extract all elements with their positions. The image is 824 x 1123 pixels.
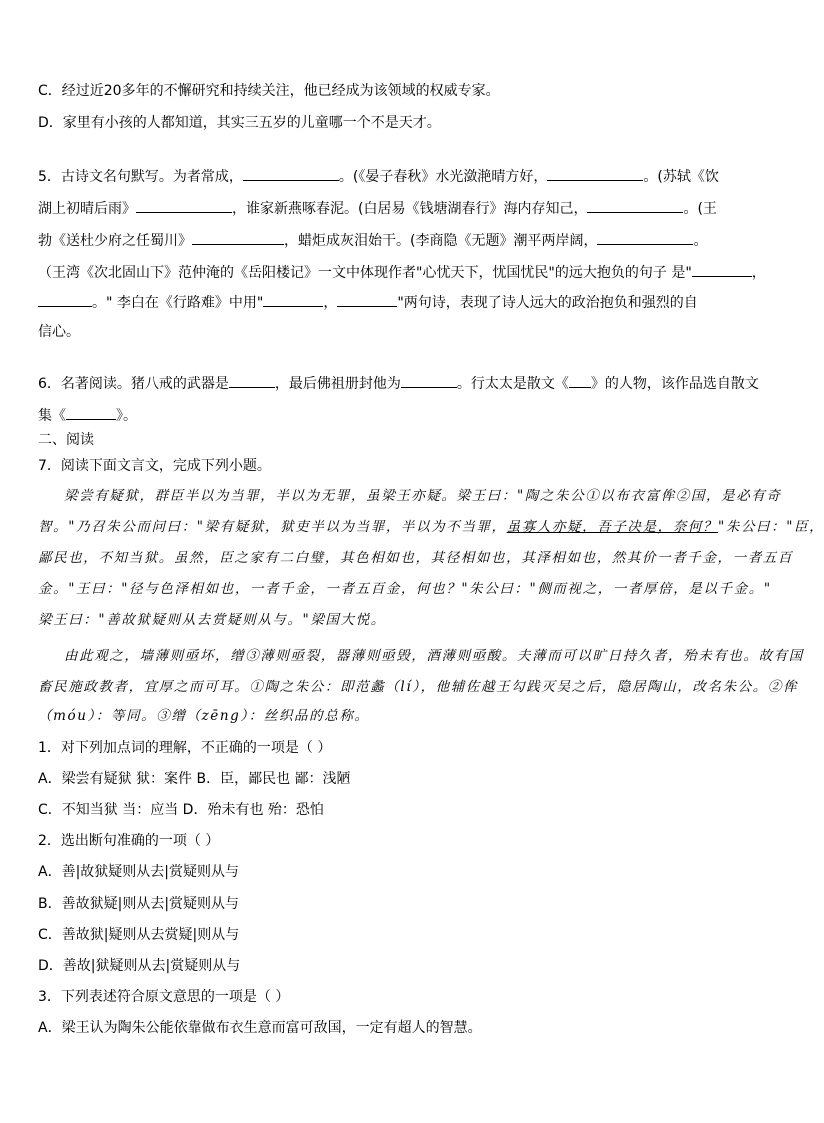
sub-question-2-option-c: C．善故狱|疑则从去赏疑|则从与 (38, 927, 240, 943)
question-5-line-1 (38, 166, 719, 187)
text: ，谁家新燕啄春泥。(白居易《钱塘湖春行》海内存知己， (232, 201, 588, 217)
option-c-line: C．经过近20多年的不懈研究和持续关注，他已经成为该领域的权威专家。 (38, 83, 500, 99)
sub-question-2-option-b: B．善故狱疑|则从去|赏疑则从与 (38, 896, 240, 912)
text: 。(《晏子春秋》水光潋滟晴方好， (338, 169, 548, 185)
fill-blank[interactable] (229, 373, 275, 388)
classical-text-line-1: 梁尝有疑狱，群臣半以为当罪，半以为无罪，虽梁王亦疑。梁王曰："陶之朱公①以布衣富侔②国，是必有奇 (64, 488, 782, 504)
question-5-line-6: 信心。 (38, 324, 80, 340)
sub-question-3: 3．下列表述符合原文意思的一项是（ ） (38, 989, 290, 1005)
option-d-line: D．家里有小孩的人都知道，其实三五岁的儿童哪一个不是天才。 (38, 115, 441, 131)
text: ，蜡炬成灰泪始干。(李商隐《无题》潮平两岸阔， (284, 233, 598, 249)
text: （王湾《次北固山下》范仲淹的《岳阳楼记》一文中体现作者"心忧天下，忧国忧民"的远大抱负的句子 是" (38, 265, 692, 281)
fill-blank[interactable] (263, 292, 323, 307)
text: 》的人物，该作品选自散文 (590, 376, 759, 392)
question-5-line-3 (38, 230, 707, 251)
fill-blank[interactable] (38, 292, 92, 307)
text: 6．名著阅读。猪八戒的武器是 (38, 376, 229, 392)
sub-question-2-option-a: A．善|故狱疑则从去|赏疑则从与 (38, 864, 240, 880)
text: 。" 李白在《行路难》中用" (92, 295, 264, 311)
sub-question-2: 2．选出断句准确的一项（ ） (38, 833, 220, 849)
fill-blank[interactable] (401, 373, 457, 388)
fill-blank[interactable] (136, 198, 232, 213)
sub-question-3-option-a: A．梁王认为陶朱公能依靠做布衣生意而富可敌国，一定有超人的智慧。 (38, 1020, 482, 1036)
fill-blank[interactable] (337, 292, 397, 307)
fill-blank[interactable] (66, 405, 116, 420)
text: 湖上初晴后雨》 (38, 201, 136, 217)
text: 5．古诗文名句默写。为者常成， (38, 169, 243, 185)
text: 。(苏轼《饮 (643, 169, 719, 185)
annotation-line: （móu）：等同。③缯（zēng）：丝织品的总称。 (38, 708, 370, 724)
text: ，最后佛祖册封他为 (274, 376, 401, 392)
text: 。(王 (683, 201, 717, 217)
sub-question-1-options-ab: A．梁尝有疑狱 狱：案件 B．臣，鄙民也 鄙：浅陋 (38, 771, 351, 787)
question-6-line-2 (38, 405, 137, 426)
question-5-line-2 (38, 198, 717, 219)
classical-text-line-6: 由此观之，墙薄则亟坏，缯③薄则亟裂，器薄则亟毁，酒薄则亟酸。夫薄而可以旷日持久者，殆未有也。故有国 (64, 648, 804, 664)
fill-blank[interactable] (243, 166, 339, 181)
question-5-line-4 (38, 262, 766, 283)
text: 集《 (38, 408, 66, 424)
classical-text-line-5: 梁王曰："善故狱疑则从去赏疑则从与。"梁国大悦。 (38, 612, 386, 628)
classical-text-line-2 (38, 517, 824, 537)
text: 。行太太是散文《 (456, 376, 569, 392)
text: 》。 (116, 408, 137, 424)
classical-text-line-7: 畜民施政教者，宜厚之而可耳。①陶之朱公：即范蠡（lí），他辅佐越王勾践灭吴之后，隐居陶山，改名朱公。②侔 (38, 679, 799, 695)
fill-blank[interactable] (569, 373, 591, 388)
sub-question-2-option-d: D．善故|狱疑则从去|赏疑则从与 (38, 958, 241, 974)
classical-text-line-3: 鄙民也，不知当狱。虽然，臣之家有二白璧，其色相如也，其径相如也，其泽相如也，然其价一者千金，一者五百 (38, 550, 793, 566)
sub-question-1-options-cd: C．不知当狱 当：应当 D．殆未有也 殆：恐怕 (38, 802, 324, 818)
question-6-line-1 (38, 373, 759, 394)
fill-blank[interactable] (692, 262, 752, 277)
text: "朱公曰："臣， (718, 519, 824, 535)
section-heading: 二、阅读 (38, 432, 94, 448)
text: ， (751, 265, 766, 281)
text: 。 (693, 233, 708, 249)
text: 勃《送杜少府之任蜀川》 (38, 233, 192, 249)
text: 智。"乃召朱公而问曰："梁有疑狱，狱吏半以为当罪，半以为不当罪， (38, 519, 507, 535)
classical-text-line-4: 金。"王曰："径与色泽相如也，一者千金，一者五百金，何也？"朱公曰："侧而视之，一者厚倍，是以千金。" (38, 581, 772, 597)
text: "两句诗，表现了诗人远大的政治抱负和强烈的自 (397, 295, 698, 311)
sub-question-1: 1．对下列加点词的理解，不正确的一项是（ ） (38, 740, 332, 756)
underlined-sentence: 虽寡人亦疑，吾子决是，奈何？ (506, 519, 719, 535)
question-5-line-5 (38, 292, 698, 313)
fill-blank[interactable] (587, 198, 683, 213)
fill-blank[interactable] (547, 166, 643, 181)
fill-blank[interactable] (597, 230, 693, 245)
question-7-prompt: 7．阅读下面文言文，完成下列小题。 (38, 458, 271, 474)
text: ， (323, 295, 338, 311)
fill-blank[interactable] (192, 230, 284, 245)
